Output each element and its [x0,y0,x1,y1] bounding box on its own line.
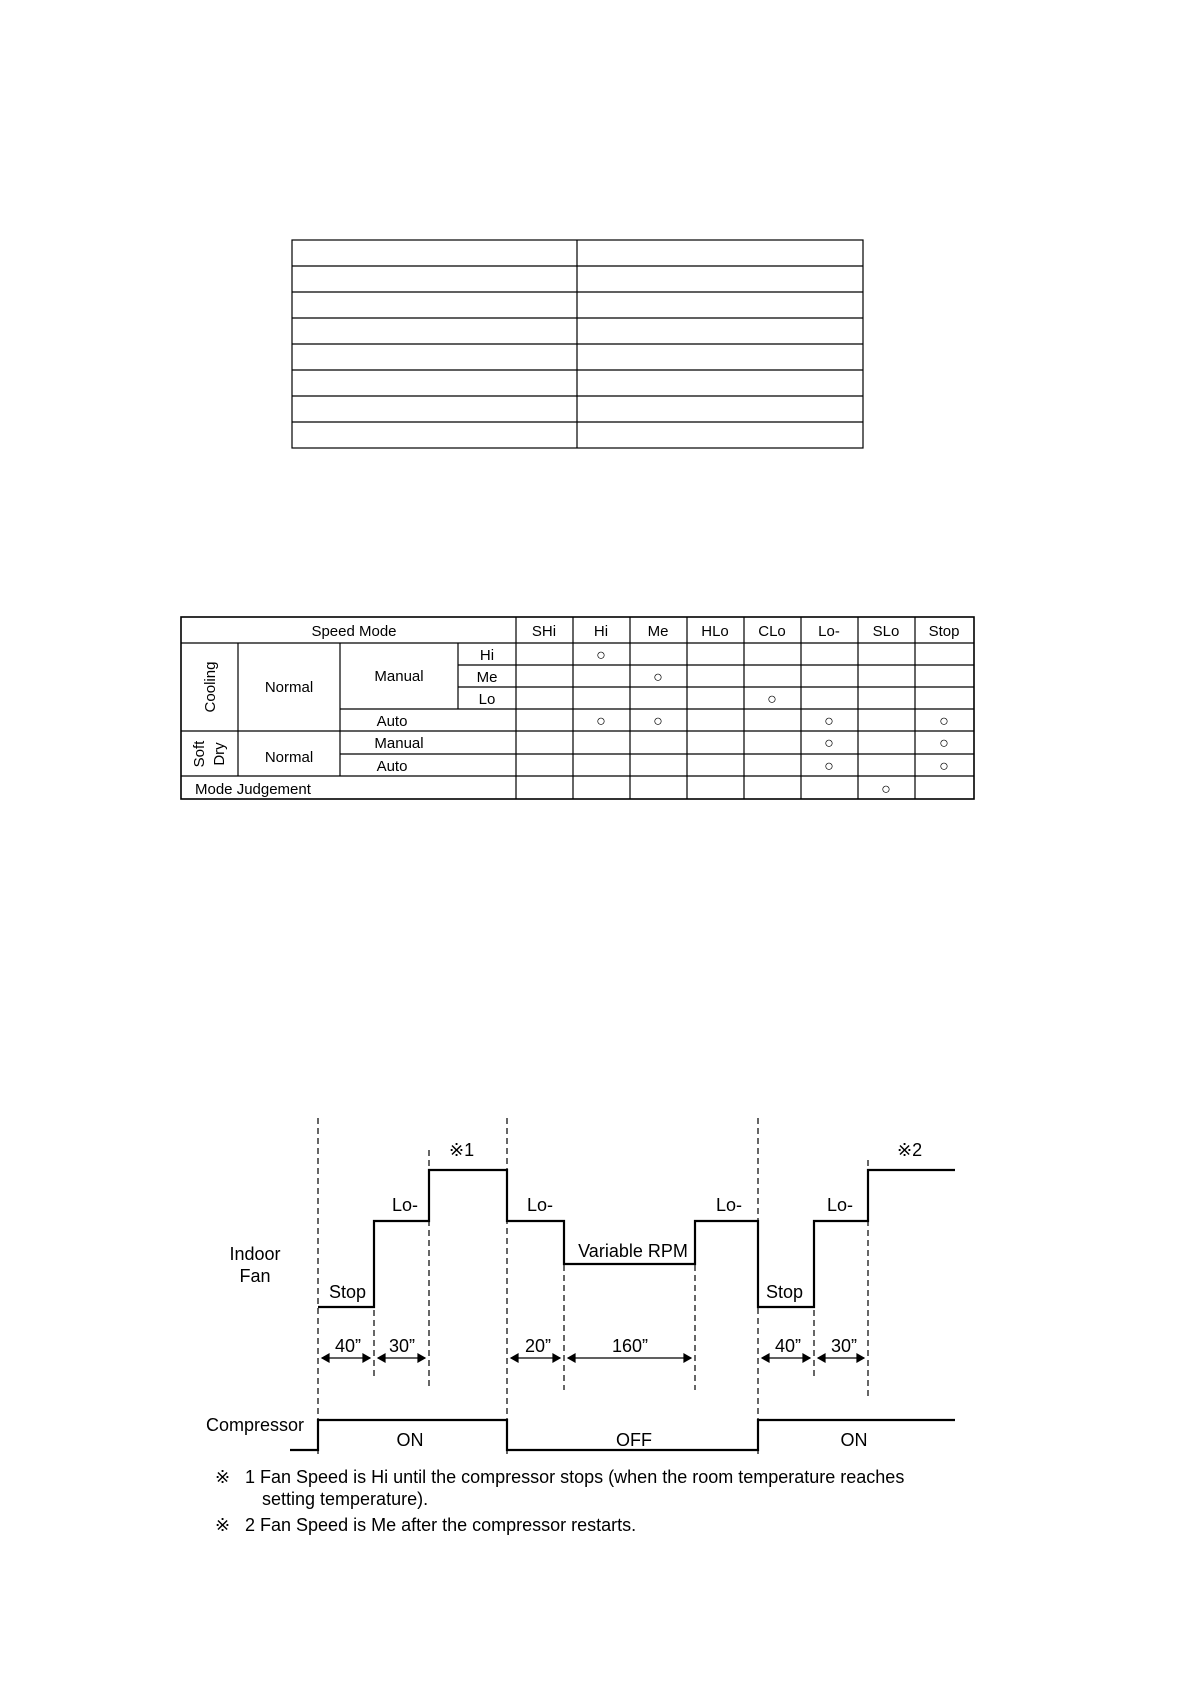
me-label: Me [476,669,498,686]
speed-mark: ○ [939,735,949,752]
speed-mode-table [0,600,1190,820]
note-text: 2 Fan Speed is Me after the compressor restarts. [245,1515,637,1535]
speed-mark: ○ [824,735,834,752]
cooling-label: Cooling [202,661,219,713]
level-variable-rpm: Variable RPM [578,1241,688,1261]
speed-mark: ○ [653,669,663,686]
duration-label: 160” [611,1336,649,1356]
speed-mark: ○ [767,691,777,708]
indoor-label-2: Fan [239,1266,271,1286]
speed-mark: ○ [596,647,606,664]
level-stop-1: Stop [329,1282,367,1302]
compressor-state-on-1: ON [396,1430,424,1450]
col-header-hi: Hi [593,623,609,640]
note-continuation: setting temperature). [262,1489,429,1509]
col-header-stop: Stop [928,623,960,640]
speed-mark: ○ [824,713,834,730]
indoor-fan-waveform [318,1170,955,1307]
level-stop-2: Stop [766,1282,804,1302]
duration-label: 30” [830,1336,858,1356]
speed-mark: ○ [596,713,606,730]
ref-mark-1: ※1 [449,1140,475,1160]
cooling-manual-label: Manual [374,668,424,685]
speed-mark: ○ [939,713,949,730]
lo-label: Lo [478,691,496,708]
level-lo-4: Lo- [827,1195,854,1215]
softdry-normal-label: Normal [264,749,314,766]
level-lo-1: Lo- [392,1195,419,1215]
compressor-state-off: OFF [616,1430,652,1450]
mode-judgement-label: Mode Judgement [195,781,311,798]
speed-mark: ○ [824,758,834,775]
footnote [215,1466,935,1510]
duration-label: 30” [388,1336,416,1356]
col-header-lo-minus: Lo- [818,623,840,640]
note-mark: ※ [215,1467,231,1487]
level-lo-3: Lo- [716,1195,743,1215]
cooling-auto-label: Auto [376,713,408,730]
compressor-label: Compressor [205,1415,305,1435]
speed-mark: ○ [881,781,891,798]
duration-label: 40” [334,1336,362,1356]
dry-label: Dry [211,742,228,766]
blank-table [0,0,1190,470]
speed-mark: ○ [653,713,663,730]
hi-label: Hi [479,647,495,664]
col-header-hlo: HLo [701,623,729,640]
note-mark: ※ [215,1515,231,1535]
note-text: 1 Fan Speed is Hi until the compressor stops (when the room temperature reaches [245,1467,905,1487]
indoor-label-1: Indoor [229,1244,281,1264]
softdry-manual-label: Manual [374,735,424,752]
cooling-normal-label: Normal [264,679,314,696]
speed-mode-header: Speed Mode [311,623,397,640]
footnote [215,1514,935,1536]
soft-label: Soft [191,740,208,768]
col-header-slo: SLo [872,623,900,640]
col-header-shi: SHi [531,623,557,640]
compressor-state-on-2: ON [840,1430,868,1450]
ref-mark-2: ※2 [897,1140,923,1160]
footnotes [215,1466,935,1540]
fan-timing-chart [0,1100,1190,1460]
duration-label: 20” [524,1336,552,1356]
speed-mark: ○ [939,758,949,775]
col-header-me: Me [647,623,669,640]
softdry-auto-label: Auto [376,758,408,775]
col-header-clo: CLo [758,623,786,640]
level-lo-2: Lo- [527,1195,554,1215]
duration-label: 40” [774,1336,802,1356]
